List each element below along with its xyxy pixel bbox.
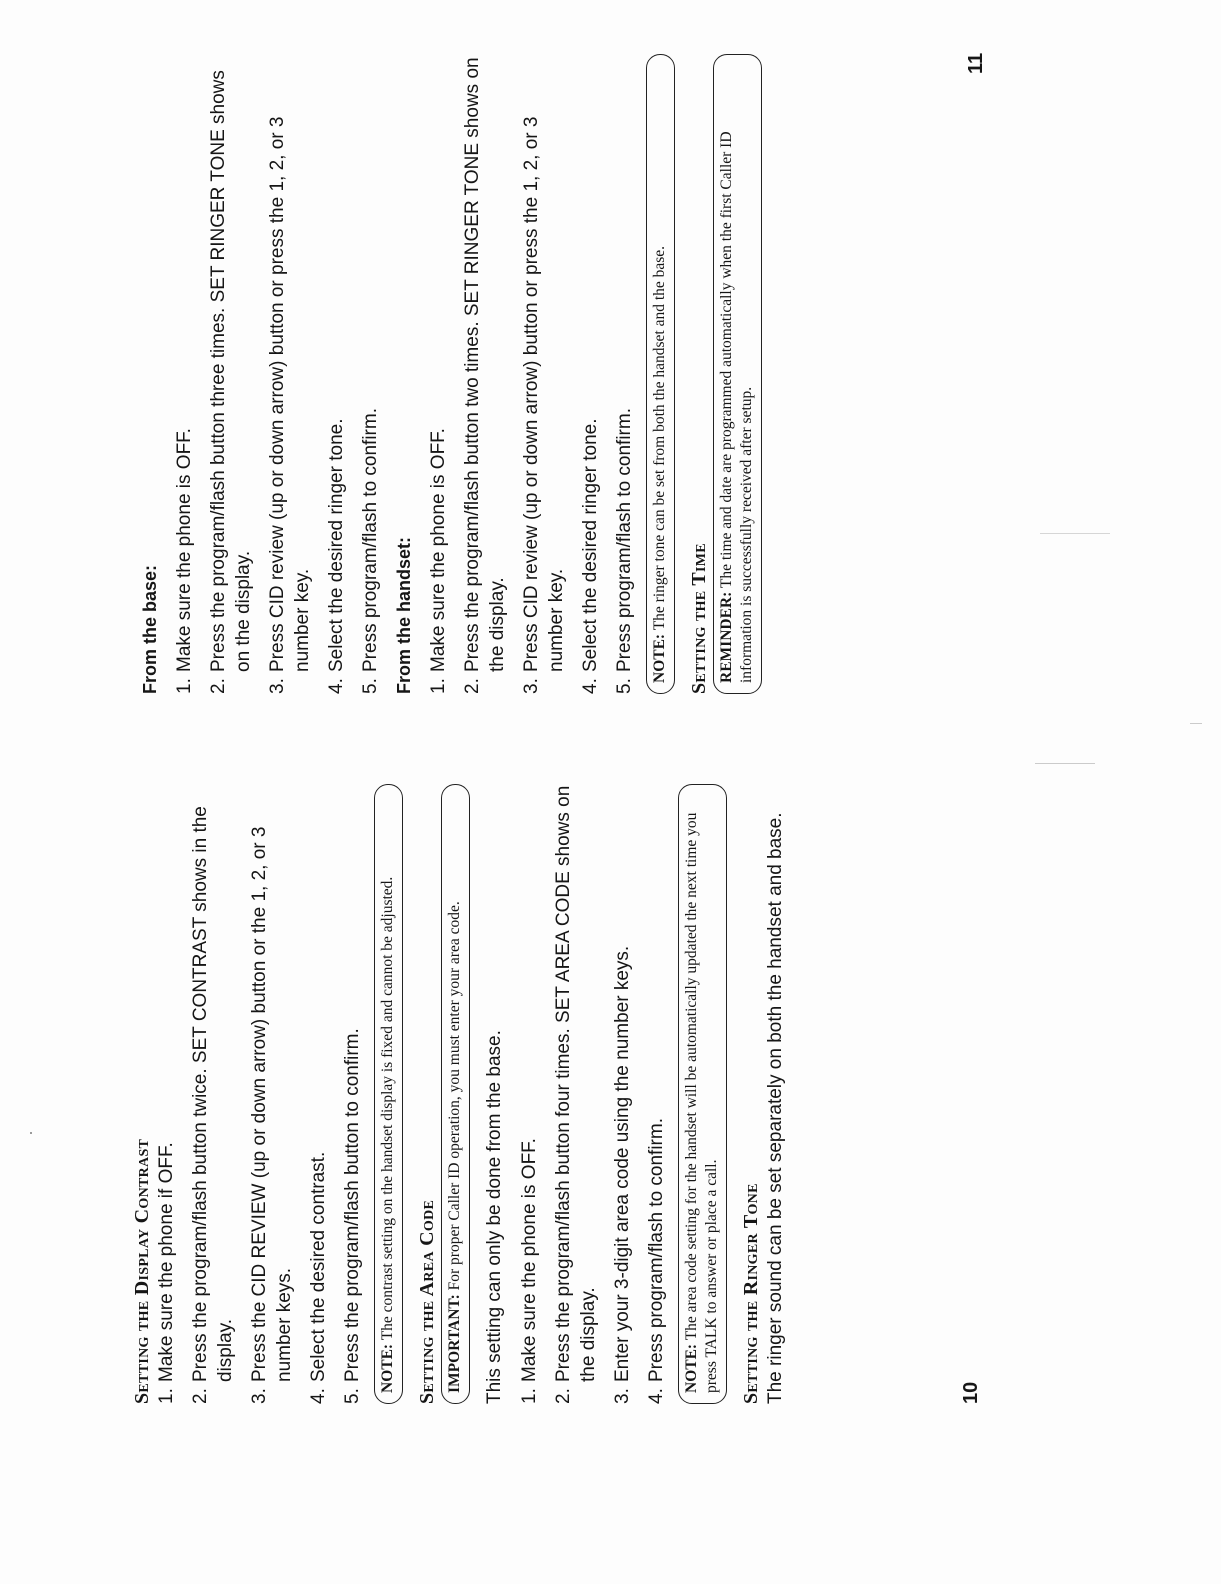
important-text: For proper Caller ID operation, you must enter your area code.: [446, 901, 463, 1291]
contrast-steps: [154, 784, 365, 1404]
ringer-heading: Setting the Ringer Tone: [740, 1183, 762, 1404]
area-code-steps: [517, 784, 669, 1404]
note-label: NOTE:: [379, 1343, 396, 1393]
page-number-left: 10: [960, 1381, 982, 1404]
area-code-heading: Setting the Area Code: [416, 1199, 438, 1404]
list-item: 3. Enter your 3-digit area code using the number keys.: [612, 945, 633, 1404]
base-steps: [172, 54, 383, 694]
contrast-note: [374, 784, 403, 1404]
from-handset-subheading: From the handset:: [394, 536, 414, 694]
contrast-heading: Setting the Display Contrast: [131, 1138, 153, 1404]
list-item: 5. Press program/flash to confirm.: [360, 408, 381, 694]
note-label: NOTE:: [651, 633, 668, 683]
note-text: The ringer tone can be set from both the handset and the base.: [651, 245, 668, 631]
scan-artifact: [30, 1132, 32, 1134]
list-item: 1. Make sure the phone is OFF.: [428, 428, 449, 694]
handset-steps: [426, 54, 637, 694]
reminder-label: REMINDER:: [718, 591, 735, 683]
scan-artifact: [1190, 723, 1202, 724]
scan-artifact: [1035, 763, 1095, 764]
ringer-note: [646, 54, 675, 694]
area-code-important: [441, 784, 470, 1404]
list-item: 2. Press the program/flash button three times. SET RINGER TONE shows on the display.: [208, 70, 254, 694]
list-item: 5. Press the program/flash button to confirm.: [342, 1028, 363, 1404]
list-item: 3. Press the CID REVIEW (up or down arrow) button or the 1, 2, or 3 number keys.: [249, 826, 295, 1404]
note-label: NOTE:: [683, 1343, 700, 1393]
list-item: 3. Press CID review (up or down arrow) button or press the 1, 2, or 3 number key.: [521, 116, 567, 694]
page-number-right: 11: [965, 52, 987, 74]
list-item: 2. Press the program/flash button twice. SET CONTRAST shows in the display.: [190, 806, 236, 1404]
list-item: 4. Press program/flash to confirm.: [646, 1118, 667, 1404]
note-text: The area code setting for the handset will be automatically updated the next time you press TALK to answer or place a call.: [683, 812, 720, 1393]
list-item: 4. Select the desired ringer tone.: [580, 418, 601, 694]
right-page: [138, 54, 774, 694]
list-item: 4. Select the desired ringer tone.: [326, 418, 347, 694]
time-heading: Setting the Time: [688, 543, 710, 694]
area-code-note: [678, 784, 727, 1404]
list-item: 4. Select the desired contrast.: [308, 1151, 329, 1404]
note-text: The contrast setting on the handset display is fixed and cannot be adjusted.: [379, 876, 396, 1341]
list-item: 2. Press the program/flash button two times. SET RINGER TONE shows on the display.: [462, 57, 508, 694]
scan-artifact: [1040, 533, 1110, 534]
list-item: 2. Press the program/flash button four times. SET AREA CODE shows on the display.: [553, 785, 599, 1404]
important-label: IMPORTANT:: [446, 1294, 463, 1393]
reminder-text: The time and date are programmed automatically when the first Caller ID information is successfully received after setup.: [718, 131, 755, 683]
left-page: [130, 784, 798, 1404]
ringer-intro: The ringer sound can be set separately on both the handset and base.: [765, 812, 786, 1404]
list-item: 1. Make sure the phone is OFF.: [519, 1138, 540, 1404]
list-item: 1. Make sure the phone if OFF.: [156, 1142, 177, 1404]
list-item: 1. Make sure the phone is OFF.: [174, 428, 195, 694]
list-item: 3. Press CID review (up or down arrow) button or press the 1, 2, or 3 number key.: [267, 116, 313, 694]
list-item: 5. Press program/flash to confirm.: [614, 408, 635, 694]
time-reminder: [713, 54, 762, 694]
from-base-subheading: From the base:: [140, 564, 160, 694]
area-code-intro: This setting can only be done from the base.: [484, 1030, 505, 1404]
